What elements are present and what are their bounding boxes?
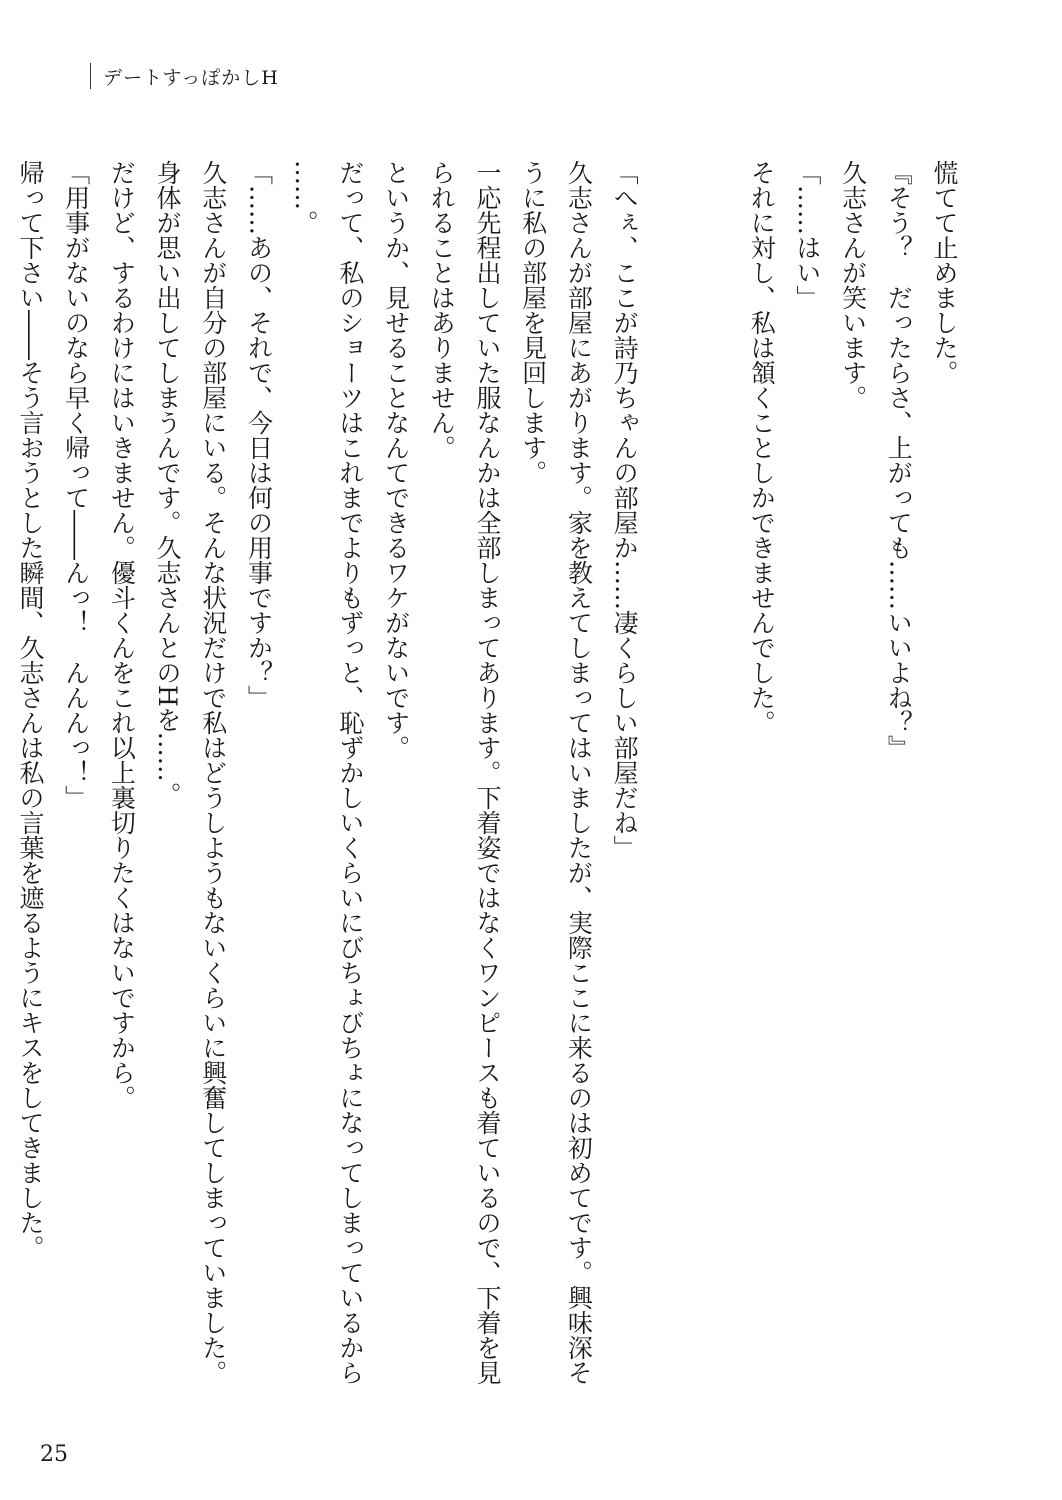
blank-line <box>693 160 739 1360</box>
text-line: 慌てて止めました。 <box>930 160 959 385</box>
text-line: だって、私のショーツはこれまでよりもずっと、恥ずかしいくらいにびちょびちょになってしまっているから <box>335 160 365 1385</box>
text-line: 『そう？ だったらさ、上がっても……いいよね？』 <box>884 160 914 760</box>
text-line: 「用事がないのなら早く帰って――んっ！ んんんっ！」 <box>61 160 91 810</box>
text-line: 久志さんが自分の部屋にいる。そんな状況だけで私はどうしようもないくらいに興奮してしまっていました。 <box>198 160 228 1385</box>
blank-line <box>647 160 693 1360</box>
text-line: 一応先程出していた服なんかは全部しまってあります。下着姿ではなくワンピースも着ているので、下着を見 <box>472 160 502 1385</box>
text-line: うに私の部屋を見回します。 <box>518 160 548 485</box>
text-line: 「……あの、それで、今日は何の用事ですか？」 <box>244 160 274 710</box>
text-line: というか、見せることなんてできるワケがないです。 <box>381 160 411 760</box>
text-line: 「へぇ、ここが詩乃ちゃんの部屋か……凄くらしい部屋だね」 <box>610 160 640 860</box>
vertical-text-body <box>15 160 967 1385</box>
text-line: 身体が思い出してしまうんです。久志さんとのHを……。 <box>153 160 183 807</box>
page-number: 25 <box>40 1442 68 1467</box>
running-header-title: デートすっぽかしH <box>103 66 279 89</box>
text-line: 帰って下さい――そう言おうとした瞬間、久志さんは私の言葉を遮るようにキスをしてきました。 <box>15 160 45 1260</box>
running-header <box>90 62 279 90</box>
text-line: だけど、するわけにはいきません。優斗くんをこれ以上裏切りたくはないですから。 <box>107 160 137 1110</box>
text-line: ……。 <box>290 160 320 235</box>
text-line: 久志さんが笑います。 <box>838 160 868 410</box>
text-line: られることはありません。 <box>427 160 457 460</box>
text-line: 久志さんが部屋にあがります。家を教えてしまってはいましたが、実際ここに来るのは初めてです。興味深そ <box>564 160 594 1385</box>
text-line: それに対し、私は頷くことしかできませんでした。 <box>747 160 777 735</box>
text-line: 「……はい」 <box>792 160 822 310</box>
header-rule <box>90 63 91 89</box>
